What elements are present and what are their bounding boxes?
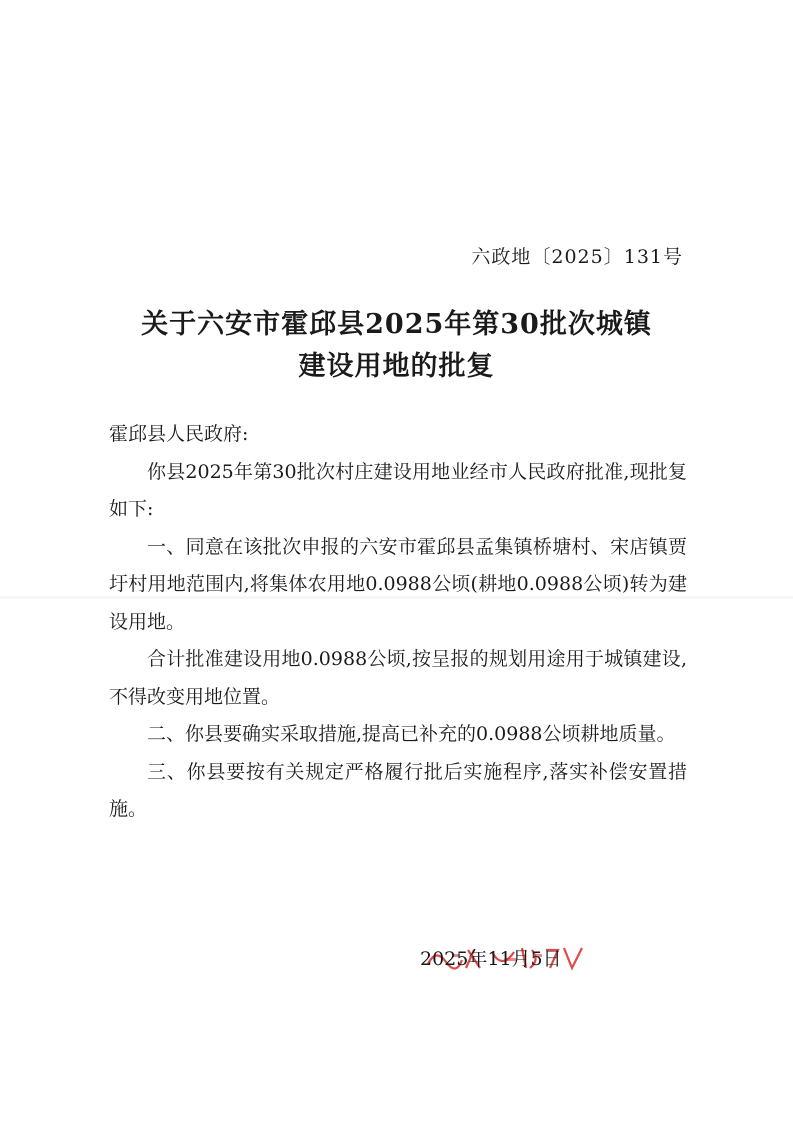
salutation: 霍邱县人民政府: — [109, 423, 249, 445]
document-number: 六政地〔2025〕131号 — [471, 246, 683, 268]
title-line-2: 建设用地的批复 — [298, 351, 495, 382]
title-line-1: 关于六安市霍邱县2025年第30批次城镇 — [141, 309, 652, 340]
paragraph-intro: 你县2025年第30批次村庄建设用地业经市人民政府批准,现批复如下: — [109, 460, 687, 520]
paragraph-item-2: 二、你县要确实采取措施,提高已补充的0.0988公顷耕地质量。 — [147, 723, 676, 745]
document-body — [109, 416, 687, 829]
document-date: 2025年11月5日 — [420, 948, 562, 970]
document-title — [0, 304, 793, 388]
paragraph-total: 合计批准建设用地0.0988公顷,按呈报的规划用途用于城镇建设,不得改变用地位置。 — [109, 648, 687, 708]
paragraph-item-3: 三、你县要按有关规定严格履行批后实施程序,落实补偿安置措施。 — [109, 760, 687, 820]
signature-date-block — [420, 940, 620, 976]
paragraph-item-1: 一、同意在该批次申报的六安市霍邱县孟集镇桥塘村、宋店镇贾圩村用地范围内,将集体农用地0.0988公顷(耕地0.0988公顷)转为建设用地。 — [109, 535, 687, 633]
